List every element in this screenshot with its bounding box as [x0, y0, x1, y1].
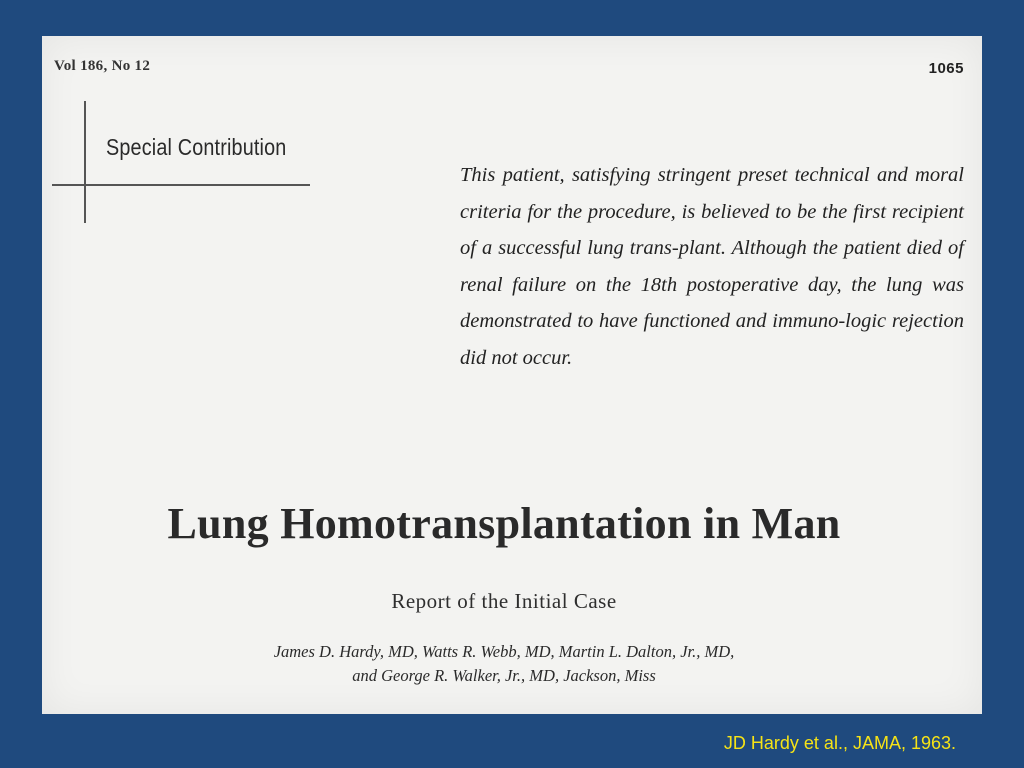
- scanned-journal-page: [42, 36, 982, 714]
- section-vertical-rule: [84, 101, 86, 223]
- section-horizontal-rule: [52, 184, 310, 186]
- article-subtitle: Report of the Initial Case: [391, 589, 617, 613]
- page-number: 1065: [928, 60, 964, 77]
- authors-line-2: and George R. Walker, Jr., MD, Jackson, Miss: [352, 666, 656, 685]
- citation-caption: JD Hardy et al., JAMA, 1963.: [723, 733, 956, 753]
- abstract-text: This patient, satisfying stringent preset technical and moral criteria for the procedure, is believed to be the first recipient of a successful lung trans-plant. Although the patient died of renal failure on the 18th postoperative day, the lung was demonstrated to have functioned and immuno-logic rejection did not occur.: [460, 164, 964, 369]
- author-list: [42, 640, 966, 688]
- article-title: Lung Homotransplantation in Man: [167, 499, 841, 548]
- section-label: Special Contribution: [106, 134, 287, 160]
- authors-line-1: James D. Hardy, MD, Watts R. Webb, MD, Martin L. Dalton, Jr., MD,: [273, 642, 735, 661]
- volume-info: Vol 186, No 12: [54, 58, 151, 74]
